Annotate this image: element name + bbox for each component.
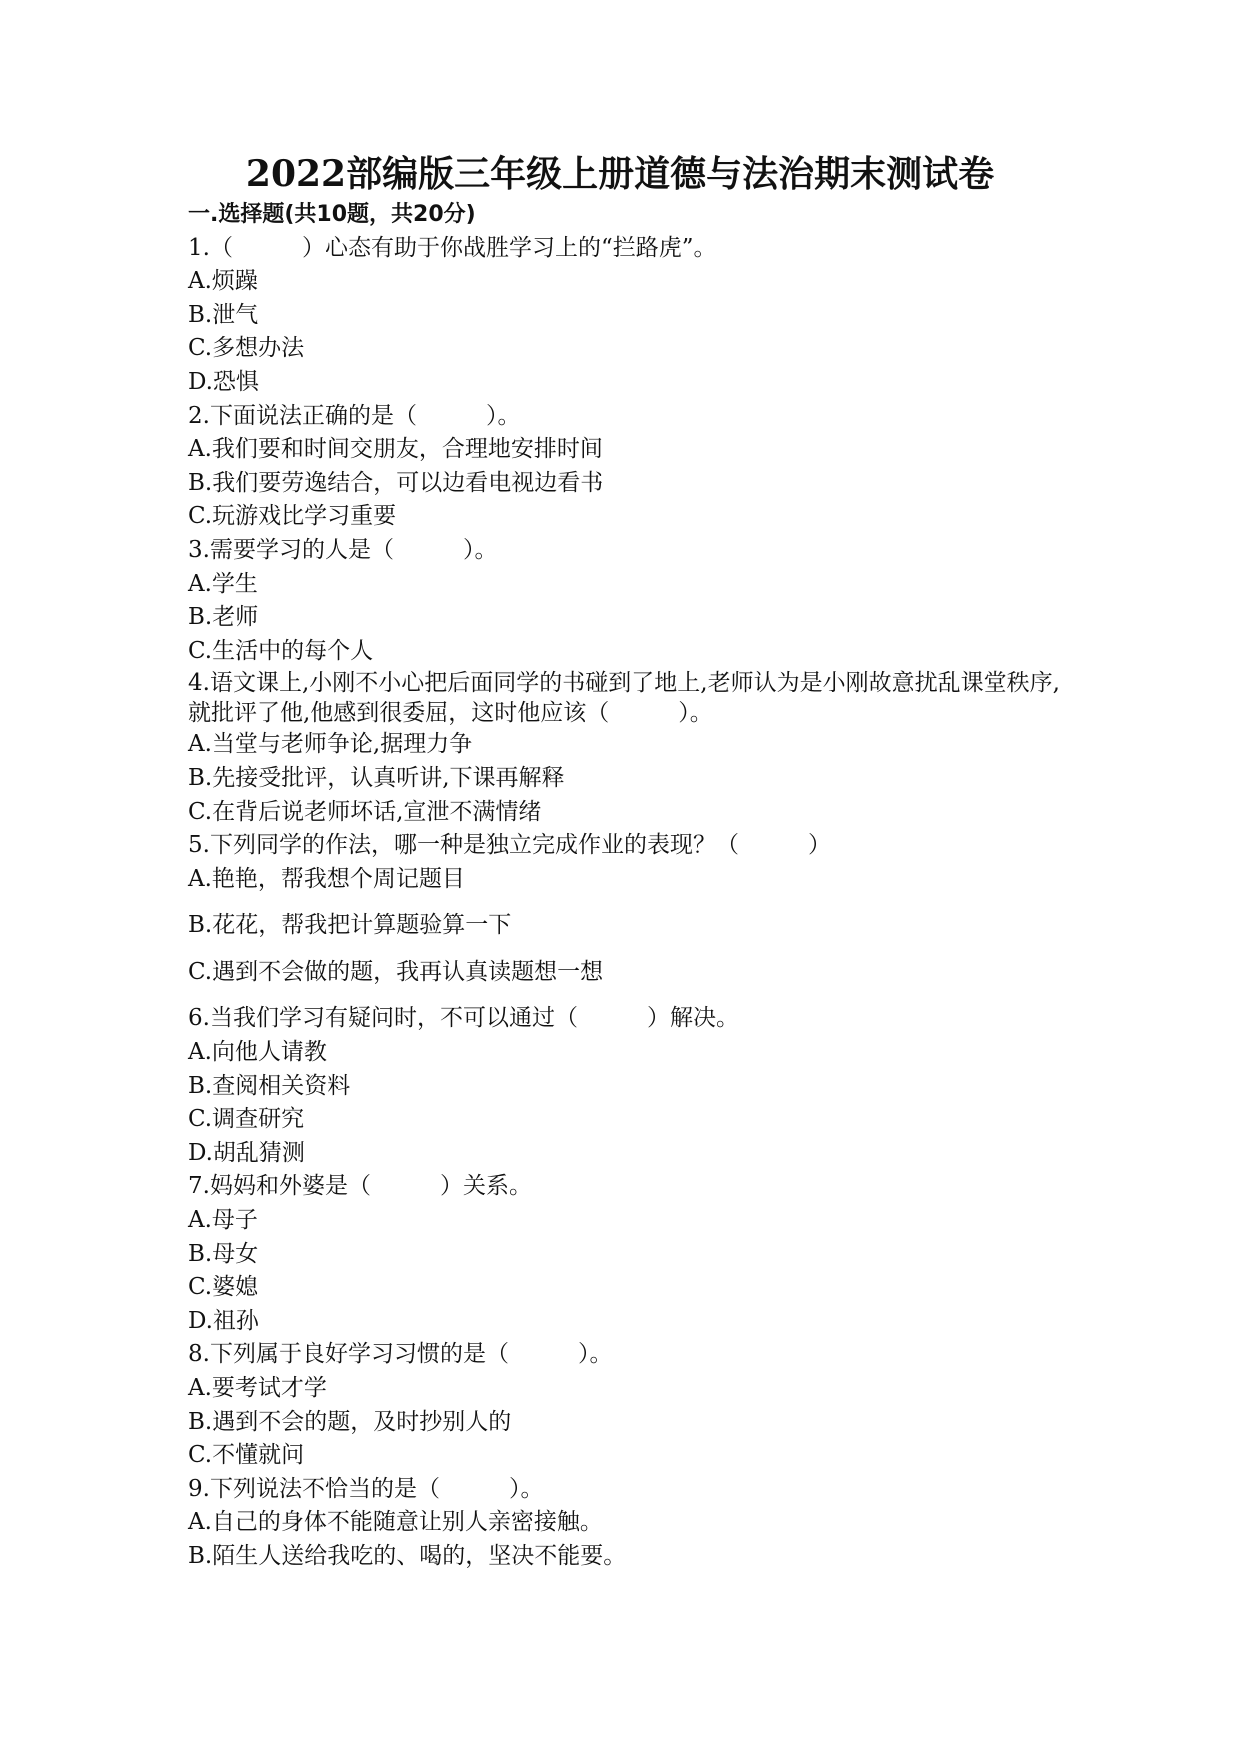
option-b: B.泄气 [188,301,259,328]
option-a: A.向他人请教 [188,1039,327,1066]
question-stem: 5.下列同学的作法，哪一种是独立完成作业的表现？（ ） [188,832,831,859]
option-a: A.艳艳，帮我想个周记题目 [188,865,465,892]
question-5 [188,829,1068,989]
question-4 [188,668,1068,829]
option-c: C.婆媳 [188,1274,259,1301]
option-c: C.调查研究 [188,1106,305,1133]
option-d: D.恐惧 [188,368,259,395]
option-b: B.老师 [188,604,259,631]
question-stem: 6.当我们学习有疑问时，不可以通过（ ）解决。 [188,1005,739,1032]
question-6 [188,1002,1068,1170]
option-d: D.祖孙 [188,1307,259,1334]
question-stem: 2.下面说法正确的是（ ）。 [188,402,521,429]
option-c: C.在背后说老师坏话,宣泄不满情绪 [188,798,542,825]
page-title: 2022部编版三年级上册道德与法治期末测试卷 [245,153,995,195]
option-c: C.不懂就问 [188,1442,305,1469]
option-a: A.学生 [188,570,258,597]
question-stem: 9.下列说法不恰当的是（ ）。 [188,1475,544,1502]
question-9 [188,1473,1068,1574]
question-3 [188,534,1068,668]
option-c: C.多想办法 [188,335,305,362]
option-c: C.玩游戏比学习重要 [188,503,397,530]
option-b: B.母女 [188,1240,259,1267]
question-stem: 3.需要学习的人是（ ）。 [188,536,498,563]
option-d: D.胡乱猜测 [188,1139,305,1166]
option-a: A.烦躁 [188,268,258,295]
question-8 [188,1338,1068,1472]
option-a: A.当堂与老师争论,据理力争 [188,731,473,758]
option-a: A.我们要和时间交朋友，合理地安排时间 [188,436,603,463]
exam-content [188,198,1068,1574]
question-stem: 7.妈妈和外婆是（ ）关系。 [188,1173,532,1200]
option-c: C.生活中的每个人 [188,637,374,664]
option-b: B.花花，帮我把计算题验算一下 [188,912,512,939]
question-stem: 1.（ ）心态有助于你战胜学习上的“拦路虎”。 [188,234,717,261]
option-b: B.遇到不会的题，及时抄别人的 [188,1408,512,1435]
section-heading: 一.选择题(共10题，共20分) [188,202,476,227]
question-stem: 4.语文课上,小刚不小心把后面同学的书碰到了地上,老师认为是小刚故意扰乱课堂秩序,就批评了他,他感到很委屈，这时他应该（ ）。 [188,670,1060,727]
option-a: A.自己的身体不能随意让别人亲密接触。 [188,1509,603,1536]
question-stem: 8.下列属于良好学习习惯的是（ ）。 [188,1341,613,1368]
option-b: B.我们要劳逸结合，可以边看电视边看书 [188,469,604,496]
option-b: B.陌生人送给我吃的、喝的，坚决不能要。 [188,1542,627,1569]
question-1 [188,232,1068,400]
question-7 [188,1170,1068,1338]
option-c: C.遇到不会做的题，我再认真读题想一想 [188,958,604,985]
option-a: A.母子 [188,1207,258,1234]
option-b: B.先接受批评，认真听讲,下课再解释 [188,764,565,791]
option-a: A.要考试才学 [188,1375,327,1401]
option-b: B.查阅相关资料 [188,1072,351,1099]
question-2 [188,400,1068,534]
